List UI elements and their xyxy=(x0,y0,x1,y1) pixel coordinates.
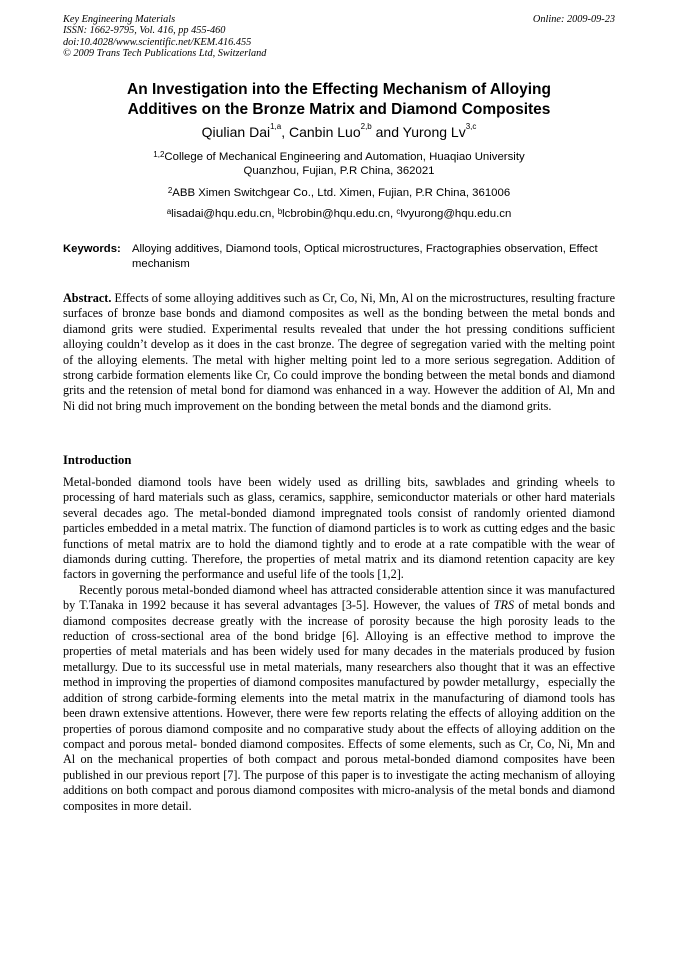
keywords-text: Alloying additives, Diamond tools, Optical microstructures, Fractographies observation, Effect mechanism xyxy=(132,243,598,270)
title-line-2: Additives on the Bronze Matrix and Diamond Composites xyxy=(127,101,551,118)
introduction-body xyxy=(63,475,615,814)
abstract-label: Abstract. xyxy=(63,291,112,305)
online-date: Online: 2009-09-23 xyxy=(532,14,615,25)
affiliation-line: ABB Ximen Switchgear Co., Ltd. Ximen, Fujian, P.R China, 361006 xyxy=(172,187,511,199)
doi-line[interactable]: doi:10.4028/www.scientific.net/KEM.416.455 xyxy=(63,36,252,48)
author-name: Canbin Luo xyxy=(289,124,361,140)
intro-paragraph-2 xyxy=(63,583,615,814)
intro-paragraph-1: Metal-bonded diamond tools have been widely used as drilling bits, sawblades and grinding wheels to processing of hard materials such as glass, ceramics, sapphire, semiconductor materials or other hard materials several decades ago. The metal-bonded diamond impregnated tools consist of randomly oriented diamond particles embedded in a metal matrix. The function of diamond particles is to work as cutting edges and the basic functions of metal matrix are to hold the diamond tightly and to erode at a rate compatible with the wear of diamonds during cutting. Therefore, the properties of metal matrix and its diamond retention capacity are key factors in governing the performance and useful life of the tools [1,2]. xyxy=(63,475,615,582)
affiliation-mark: 2 xyxy=(167,186,173,195)
title-line-1: An Investigation into the Effecting Mechanism of Alloying xyxy=(127,81,551,98)
journal-header xyxy=(63,14,615,59)
paragraph-text: Recently porous metal-bonded diamond wheel has attracted considerable attention since it was manufactured by T.Tanaka in 1992 because it has several advantages [3-5]. However, the values of xyxy=(63,582,615,613)
trs-term: TRS xyxy=(493,598,515,613)
author-name: Qiulian Dai xyxy=(201,124,271,140)
email-address[interactable]: lisadai@hqu.edu.cn, xyxy=(171,208,278,220)
email-mark: c xyxy=(396,207,401,216)
affiliation-1 xyxy=(63,150,615,178)
author-affiliation-mark: 2,b xyxy=(360,122,372,131)
author-affiliation-mark: 1,a xyxy=(270,122,282,131)
abstract-text: Effects of some alloying additives such as Cr, Co, Ni, Mn, Al on the microstructures, resulting fracture surfaces of bronze base bonds and diamond composites as well as the bonding between the metal bonds and diamond grits were studied. Experimental results revealed that under the hot pressing conditions sufficient alloying couldn’t develop as it does in the cast bronze. The degree of segregation varied with the melting point of the alloying elements. The metal with higher melting point led to a more serious segregation. Addition of strong carbide formation elements like Cr, Co could improve the bonding between the metal bonds and diamond grits and the retension of metal bond for diamond was enhanced in a way. However the addition of Al, Mn and Ni did not bring much improvement on the bonding between the metal bonds and the diamond grits. xyxy=(63,291,616,413)
paper-title xyxy=(63,80,615,120)
section-heading-introduction: Introduction xyxy=(63,453,132,467)
affiliation-line: College of Mechanical Engineering and Automation, Huaqiao University xyxy=(164,151,525,163)
email-address[interactable]: lcbrobin@hqu.edu.cn, xyxy=(282,208,397,220)
copyright-line: © 2009 Trans Tech Publications Ltd, Switzerland xyxy=(63,47,267,59)
email-mark: b xyxy=(277,207,283,216)
keywords-block xyxy=(63,242,615,271)
affiliation-mark: 1,2 xyxy=(153,150,165,159)
email-address[interactable]: lvyurong@hqu.edu.cn xyxy=(400,208,512,220)
journal-name: Key Engineering Materials xyxy=(63,14,176,25)
author-separator: and xyxy=(371,124,403,140)
email-mark: a xyxy=(166,207,172,216)
issn-line: ISSN: 1662-9795, Vol. 416, pp 455-460 xyxy=(63,25,226,37)
affiliation-2 xyxy=(63,186,615,200)
abstract-paragraph xyxy=(63,291,615,414)
affiliation-line: Quanzhou, Fujian, P.R China, 362021 xyxy=(243,165,435,177)
paragraph-text: of metal bonds and diamond composites decrease greatly with the increase of porosity because the high porosity leads to the reduction of cross-sectional area of the bond bridge [6]. Alloying is an effective method to improve the properties of metal materials and has been widely used for many decades in the materials produced by fusion metallurgy. Due to its successful use in metal materials, many researchers also thought that it was an effective method in improving the properties of diamond composites manufactured by powder metallurgy，especially the addition of strong carbide-forming elements into the metal matrix in the manufacturing of diamond tools has been drawn extensive attentions. However, there were few reports relating the effects of alloying addition on the properties of porous diamond composite and no comparative study about the effects of alloying addition on the compact and porous metal- bonded diamond composites. Effects of some elements, such as Cr, Co, Ni, Mn and Al on the mechanical properties of both compact and porous metal-bonded diamond composites have been published in our previous report [7]. The purpose of this paper is to investigate the acting mechanism of alloying additions on both compact and porous diamond composites with micro-analysis of the metal bonds and diamond composites in more detail. xyxy=(63,598,615,813)
author-separator: , xyxy=(281,124,289,140)
keywords-label: Keywords: xyxy=(63,243,121,255)
email-list xyxy=(63,207,615,221)
author-list xyxy=(63,124,615,140)
author-affiliation-mark: 3,c xyxy=(465,122,477,131)
author-name: Yurong Lv xyxy=(402,124,466,140)
